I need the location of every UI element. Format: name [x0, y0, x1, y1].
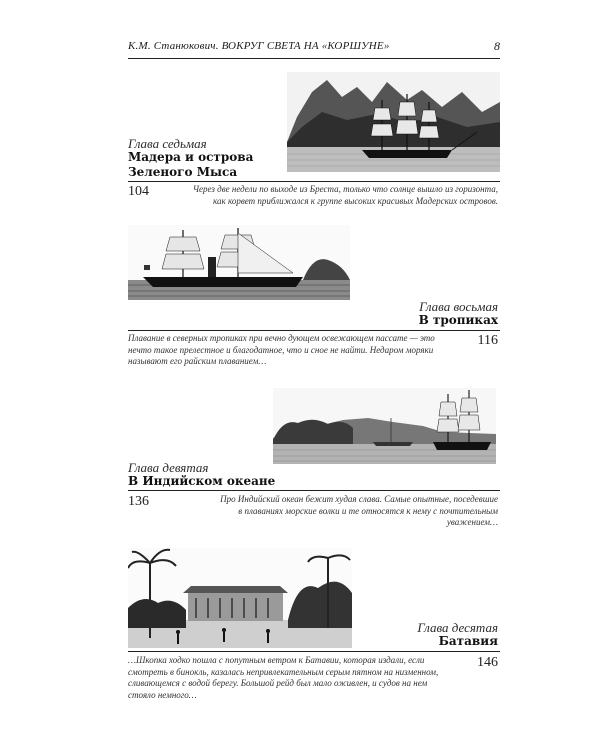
chapter-10-page: 146	[477, 655, 498, 670]
running-header	[128, 36, 500, 59]
book-title: К.М. Станюкович. ВОКРУГ СВЕТА НА «КОРШУНЕ»	[128, 40, 390, 52]
chapter-9-excerpt: Про Индийский океан бежит худая слава. Самые опытные, поседевшие в плаваниях морские волки и те относятся к нему с почтительным уважением…	[220, 494, 498, 527]
tropics-steamship-illustration	[128, 225, 350, 300]
chapter-7-label: Глава седьмая	[128, 136, 207, 151]
madeira-ship-illustration	[287, 72, 500, 172]
chapter-7-page: 104	[128, 184, 149, 199]
chapter-7-title-line1: Мадера и острова	[128, 150, 254, 164]
chapter-10-rule	[128, 651, 500, 652]
chapter-9-rule	[128, 490, 500, 491]
chapter-7-rule	[128, 181, 500, 182]
chapter-7-title-line2: Зеленого Мыса	[128, 165, 238, 179]
batavia-street-illustration	[128, 548, 352, 648]
chapter-9-page: 136	[128, 494, 149, 509]
chapter-7-excerpt: Через две недели по выходе из Бреста, только что солнце вышло из горизонта, как корвет приближался к группе высоких красивых Мадерских островов.	[192, 184, 498, 206]
chapter-10-excerpt: …Шкопка ходко пошла с попутным ветром к Батавии, которая издали, если смотреть в бинокль, казалась непривлекательным серым пятном на низменном, сливающемся с водой берегу. Большой рейд был мало оживлен, и судов на нем стояло немного…	[128, 655, 439, 700]
chapter-8-title: В тропиках	[418, 313, 498, 327]
chapter-9-title: В Индийском океане	[128, 474, 276, 488]
chapter-8-label: Глава восьмая	[419, 299, 498, 314]
chapter-10-title: Батавия	[438, 634, 498, 648]
chapter-9-label: Глава девятая	[128, 460, 209, 475]
indian-ocean-harbor-illustration	[273, 388, 496, 464]
chapter-8-excerpt: Плавание в северных тропиках при вечно дующем освежающем пассате — это нечто такое прелестное и благодатное, что и сное не найти. Недаром моряки называют его райским плаванием…	[128, 333, 435, 366]
chapter-8-rule	[128, 330, 500, 331]
chapter-10-label: Глава десятая	[417, 620, 498, 635]
page-number: 8	[494, 39, 500, 53]
chapter-8-page: 116	[477, 333, 498, 348]
